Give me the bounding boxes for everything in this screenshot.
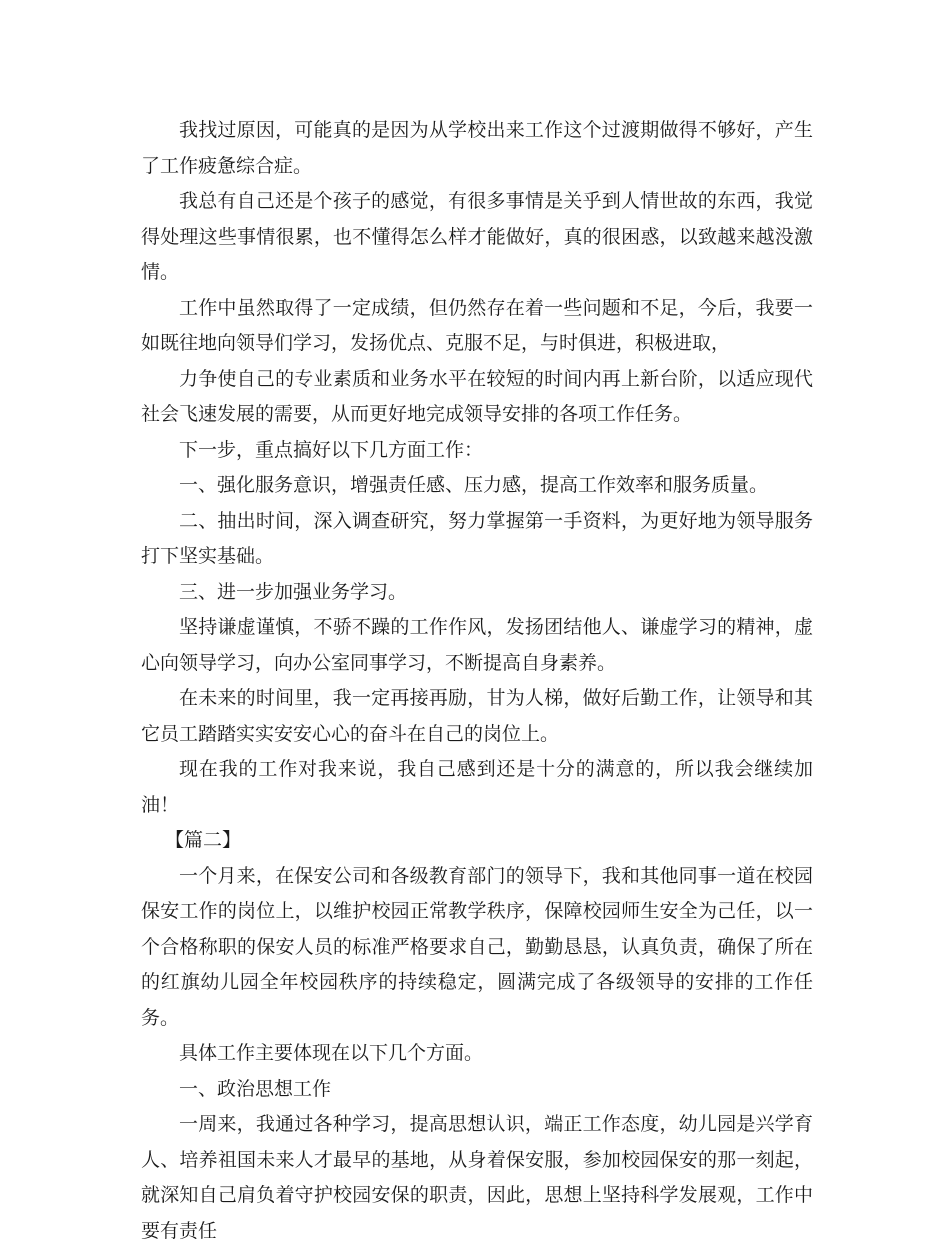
paragraph: 在未来的时间里，我一定再接再励，甘为人梯，做好后勤工作，让领导和其它员工踏踏实实安安心心的奋斗在自己的岗位上。: [141, 687, 813, 745]
paragraph: 一、政治思想工作: [179, 1077, 332, 1100]
paragraph: 一、强化服务意识，增强责任感、压力感，提高工作效率和服务质量。: [179, 474, 769, 496]
paragraph: 现在我的工作对我来说，我自己感到还是十分的满意的，所以我会继续加油！: [141, 758, 813, 816]
paragraph: 力争使自己的专业素质和业务水平在较短的时间内再上新台阶，以适应现代社会飞速发展的需要，从而更好地完成领导安排的各项工作任务。: [141, 367, 813, 425]
paragraph: 二、抽出时间，深入调查研究，努力掌握第一手资料，为更好地为领导服务打下坚实基础。: [141, 509, 813, 567]
paragraph: 一个月来，在保安公司和各级教育部门的领导下，我和其他同事一道在校园保安工作的岗位上，以维护校园正常教学秩序，保障校园师生安全为己任，以一个合格称职的保安人员的标准严格要求自己，勤勤恳恳，认真负责，确保了所在的红旗幼儿园全年校园秩序的持续稳定，圆满完成了各级领导的安排的工作任务。: [141, 864, 813, 1029]
paragraph: 三、进一步加强业务学习。: [179, 580, 408, 603]
paragraph: 下一步，重点搞好以下几方面工作：: [179, 438, 484, 461]
section-heading: 【篇二】: [165, 829, 242, 851]
paragraph: 我总有自己还是个孩子的感觉，有很多事情是关乎到人情世故的东西，我觉得处理这些事情很累，也不懂得怎么样才能做好，真的很困惑，以致越来越没激情。: [141, 190, 813, 283]
paragraph: 具体工作主要体现在以下几个方面。: [179, 1042, 484, 1064]
paragraph: 坚持谦虚谨慎，不骄不躁的工作作风，发扬团结他人、谦虚学习的精神，虚心向领导学习，向办公室同事学习，不断提高自身素养。: [141, 616, 813, 674]
paragraph: 我找过原因，可能真的是因为从学校出来工作这个过渡期做得不够好，产生了工作疲惫综合症。: [141, 119, 813, 177]
document-body: [141, 113, 813, 1249]
paragraph: 工作中虽然取得了一定成绩，但仍然存在着一些问题和不足，今后，我要一如既往地向领导们学习，发扬优点、克服不足，与时俱进，积极进取，: [141, 296, 813, 354]
paragraph: 一周来，我通过各种学习，提高思想认识，端正工作态度，幼儿园是兴学育人、培养祖国未来人才最早的基地，从身着保安服，参加校园保安的那一刻起，就深知自己肩负着守护校园安保的职责，因此，思想上坚持科学发展观，工作中要有责任: [141, 1113, 813, 1242]
